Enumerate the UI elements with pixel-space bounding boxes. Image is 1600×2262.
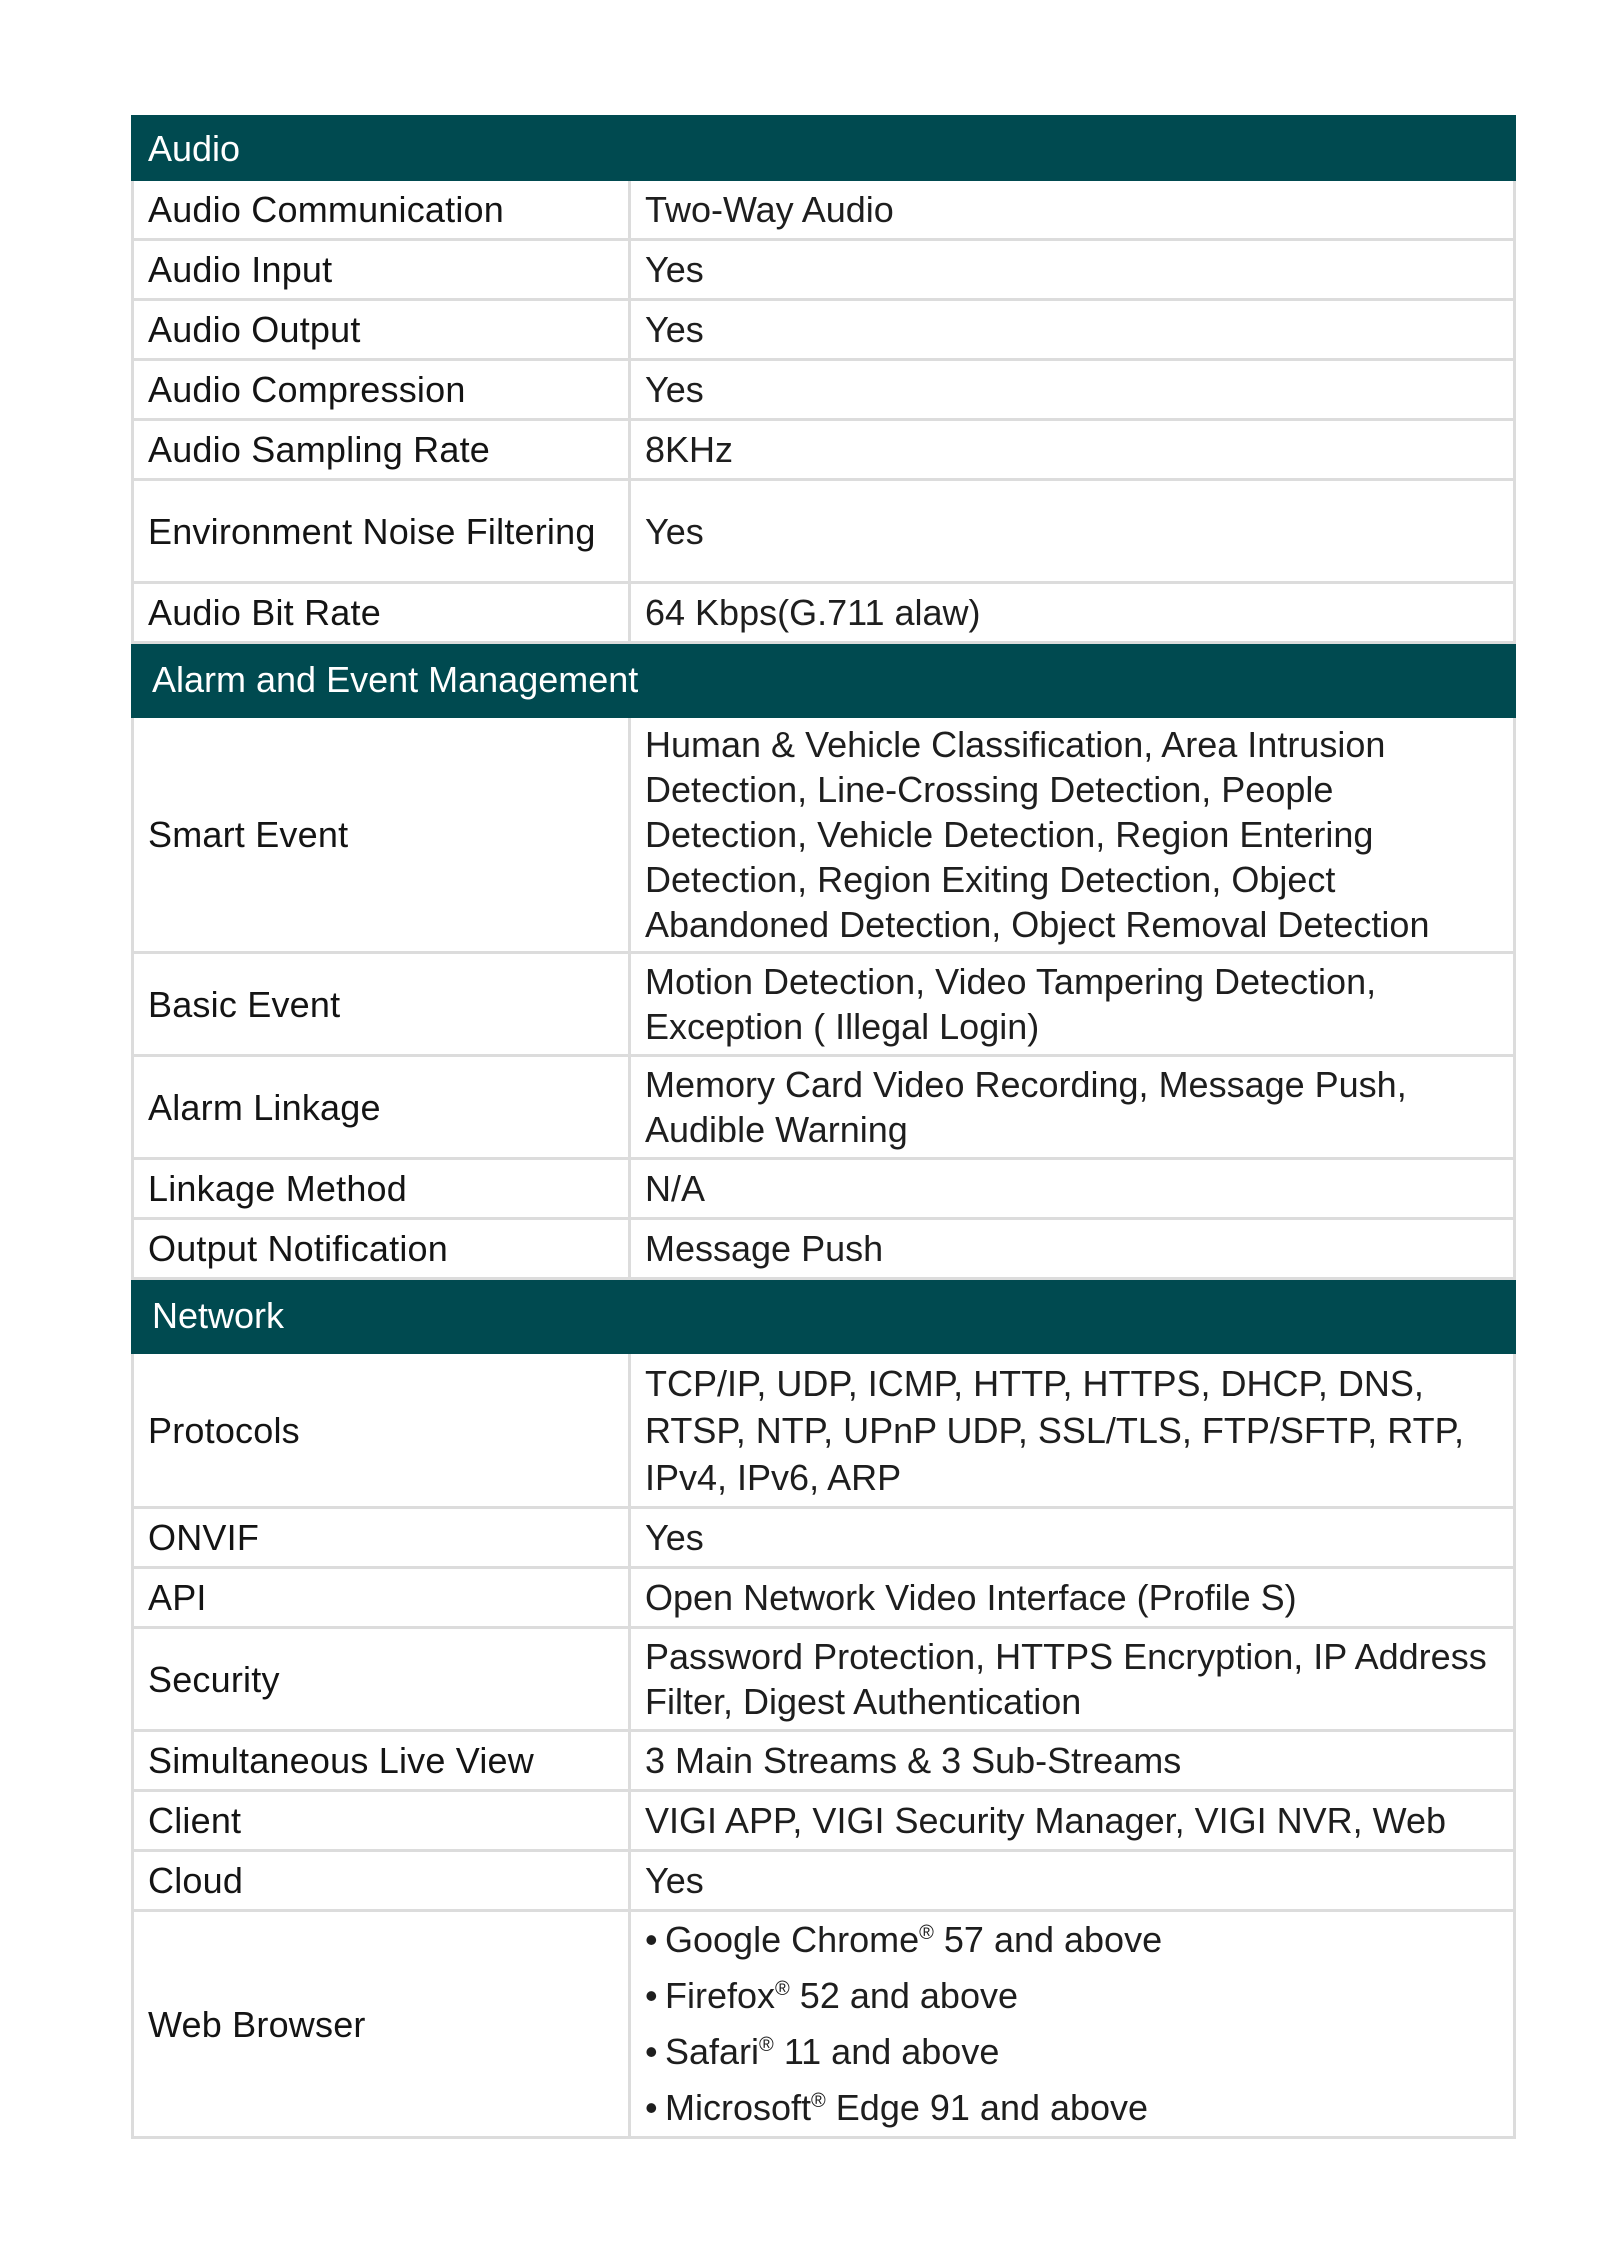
spec-value: Yes <box>630 1508 1515 1568</box>
spec-value: Message Push <box>630 1219 1515 1279</box>
spec-value <box>630 1911 1515 2138</box>
browser-item <box>645 2080 1499 2136</box>
spec-key: Audio Compression <box>133 360 630 420</box>
section-header-audio <box>133 117 1515 180</box>
browser-list <box>645 1912 1499 2136</box>
spec-key: ONVIF <box>133 1508 630 1568</box>
spec-key: Cloud <box>133 1851 630 1911</box>
spec-key: Security <box>133 1628 630 1731</box>
spec-row <box>133 420 1515 480</box>
browser-version: 52 and above <box>799 1975 1018 2016</box>
browser-item <box>645 1968 1499 2024</box>
spec-row <box>133 360 1515 420</box>
spec-row <box>133 953 1515 1056</box>
spec-value: TCP/IP, UDP, ICMP, HTTP, HTTPS, DHCP, DNS, RTSP, NTP, UPnP UDP, SSL/TLS, FTP/SFTP, RTP, IPv4, IPv6, ARP <box>630 1353 1515 1508</box>
spec-key: Audio Sampling Rate <box>133 420 630 480</box>
browser-item <box>645 1912 1499 1968</box>
spec-row <box>133 240 1515 300</box>
spec-value: VIGI APP, VIGI Security Manager, VIGI NVR, Web <box>630 1791 1515 1851</box>
spec-value: Yes <box>630 300 1515 360</box>
spec-row <box>133 1056 1515 1159</box>
browser-item <box>645 2024 1499 2080</box>
registered-mark: ® <box>919 1922 934 1944</box>
spec-value: Two-Way Audio <box>630 180 1515 240</box>
browser-name: Microsoft <box>665 2087 812 2128</box>
spec-row <box>133 1791 1515 1851</box>
spec-value: 8KHz <box>630 420 1515 480</box>
spec-value: 3 Main Streams & 3 Sub-Streams <box>630 1731 1515 1791</box>
spec-row <box>133 1628 1515 1731</box>
spec-key: Protocols <box>133 1353 630 1508</box>
spec-value: 64 Kbps(G.711 alaw) <box>630 583 1515 643</box>
spec-row <box>133 1731 1515 1791</box>
spec-key: Audio Input <box>133 240 630 300</box>
spec-value: Yes <box>630 480 1515 583</box>
spec-row <box>133 1851 1515 1911</box>
spec-value: Open Network Video Interface (Profile S) <box>630 1568 1515 1628</box>
spec-row <box>133 717 1515 953</box>
spec-row <box>133 1353 1515 1508</box>
spec-row <box>133 300 1515 360</box>
section-header-alarm <box>133 643 1515 717</box>
browser-version: 57 and above <box>943 1919 1163 1960</box>
spec-key: Web Browser <box>133 1911 630 2138</box>
spec-key: Basic Event <box>133 953 630 1056</box>
registered-mark: ® <box>775 1978 790 2000</box>
browser-name: Safari <box>665 2031 760 2072</box>
spec-key: Output Notification <box>133 1219 630 1279</box>
spec-key: Audio Communication <box>133 180 630 240</box>
browser-name: Firefox <box>665 1975 776 2016</box>
browser-version: 11 and above <box>783 2031 1000 2072</box>
section-title: Audio <box>133 117 1515 180</box>
spec-key: Audio Output <box>133 300 630 360</box>
spec-key: Smart Event <box>133 717 630 953</box>
spec-row <box>133 583 1515 643</box>
section-title: Network <box>133 1279 1515 1353</box>
spec-key: Linkage Method <box>133 1159 630 1219</box>
spec-value: Yes <box>630 360 1515 420</box>
spec-row <box>133 1219 1515 1279</box>
spec-key: Client <box>133 1791 630 1851</box>
spec-key: Audio Bit Rate <box>133 583 630 643</box>
registered-mark: ® <box>759 2034 774 2056</box>
registered-mark: ® <box>811 2090 826 2112</box>
bullet-icon: • <box>645 1975 658 2016</box>
spec-row <box>133 1568 1515 1628</box>
spec-row <box>133 180 1515 240</box>
spec-row <box>133 480 1515 583</box>
spec-row <box>133 1508 1515 1568</box>
spec-value: Yes <box>630 1851 1515 1911</box>
spec-table <box>131 115 1516 2139</box>
spec-value: Yes <box>630 240 1515 300</box>
section-title: Alarm and Event Management <box>133 643 1515 717</box>
spec-row <box>133 1159 1515 1219</box>
spec-key: Simultaneous Live View <box>133 1731 630 1791</box>
spec-key: Alarm Linkage <box>133 1056 630 1159</box>
spec-value: Human & Vehicle Classification, Area Intrusion Detection, Line-Crossing Detection, People Detection, Vehicle Detection, Region Entering Detection, Region Exiting Detection, Object Abandoned Detection, Object Removal Detection <box>630 717 1515 953</box>
section-header-network <box>133 1279 1515 1353</box>
bullet-icon: • <box>645 2031 658 2072</box>
spec-key: API <box>133 1568 630 1628</box>
spec-key: Environment Noise Filtering <box>133 480 630 583</box>
spec-row <box>133 1911 1515 2138</box>
bullet-icon: • <box>645 2087 658 2128</box>
bullet-icon: • <box>645 1919 658 1960</box>
spec-value: Memory Card Video Recording, Message Push, Audible Warning <box>630 1056 1515 1159</box>
browser-name: Google Chrome <box>665 1919 920 1960</box>
browser-version: Edge 91 and above <box>835 2087 1149 2128</box>
spec-value: Motion Detection, Video Tampering Detection, Exception ( Illegal Login) <box>630 953 1515 1056</box>
spec-value: N/A <box>630 1159 1515 1219</box>
spec-value: Password Protection, HTTPS Encryption, IP Address Filter, Digest Authentication <box>630 1628 1515 1731</box>
